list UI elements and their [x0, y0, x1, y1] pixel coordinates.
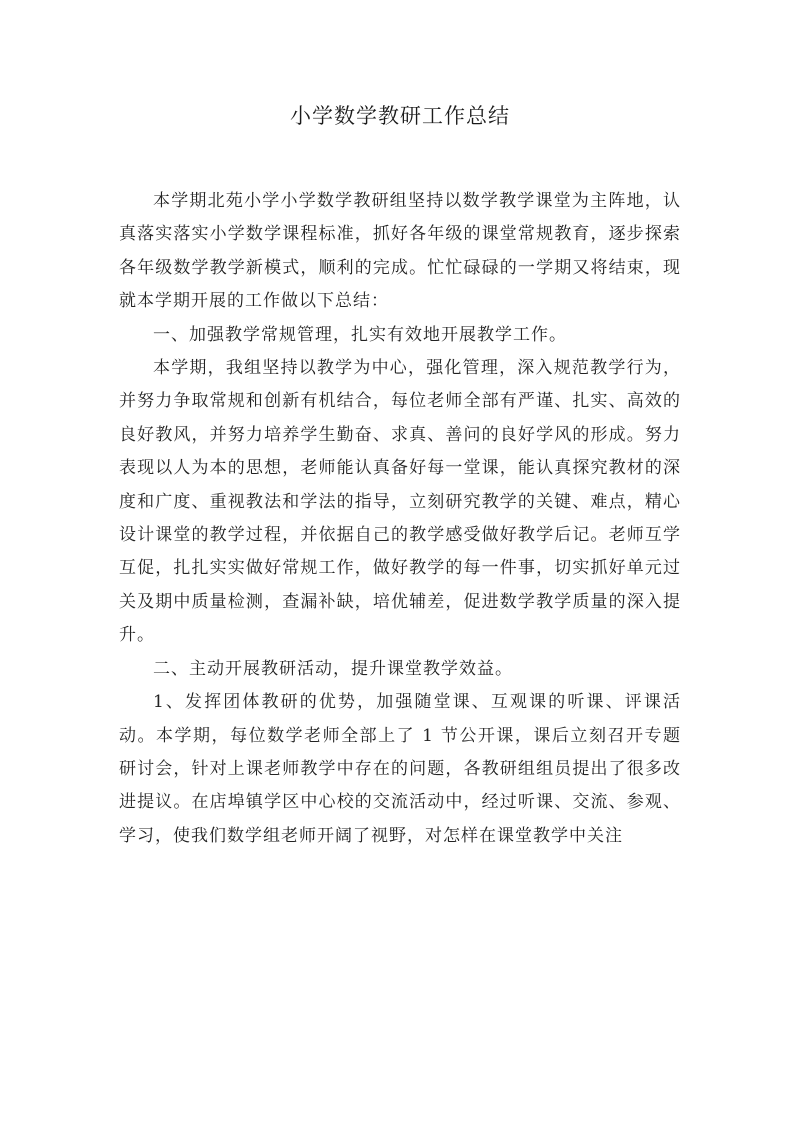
intro-paragraph: 本学期北苑小学小学数学教研组坚持以数学教学课堂为主阵地，认真落实落实小学数学课程标准，抓好各年级的课堂常规教育，逐步探索各年级数学教学新模式，顺利的完成。忙忙碌碌的一学期又将结束，现就本学期开展的工作做以下总结： [119, 191, 681, 312]
section-2-paragraph: 1、发挥团体教研的优势，加强随堂课、互观课的听课、评课活动。本学期，每位数学老师全部上了 1 节公开课，课后立刻召开专题研讨会，针对上课老师教学中存在的问题，各教研组组员提出了很多改进提议。在店埠镇学区中心校的交流活动中，经过听课、交流、参观、学习，使我们数学组老师开阔了视野，对怎样在课堂教学中关注 [119, 692, 681, 846]
section-1-paragraph: 本学期，我组坚持以教学为中心，强化管理，深入规范教学行为，并努力争取常规和创新有机结合，每位老师全部有严谨、扎实、高效的良好教风，并努力培养学生勤奋、求真、善问的良好学风的形成。努力表现以人为本的思想，老师能认真备好每一堂课，能认真探究教材的深度和广度、重视教法和学法的指导，立刻研究教学的关键、难点，精心设计课堂的教学过程，并依据自己的教学感受做好教学后记。老师互学互促，扎扎实实做好常规工作，做好教学的每一件事，切实抓好单元过关及期中质量检测，查漏补缺，培优辅差，促进数学教学质量的深入提升。 [119, 358, 681, 646]
document-title: 小学数学教研工作总结 [290, 104, 510, 128]
document-body [119, 185, 681, 853]
section-heading-2: 二、主动开展教研活动，提升课堂教学效益。 [153, 658, 513, 679]
section-heading-1: 一、加强教学常规管理，扎实有效地开展教学工作。 [153, 324, 567, 345]
